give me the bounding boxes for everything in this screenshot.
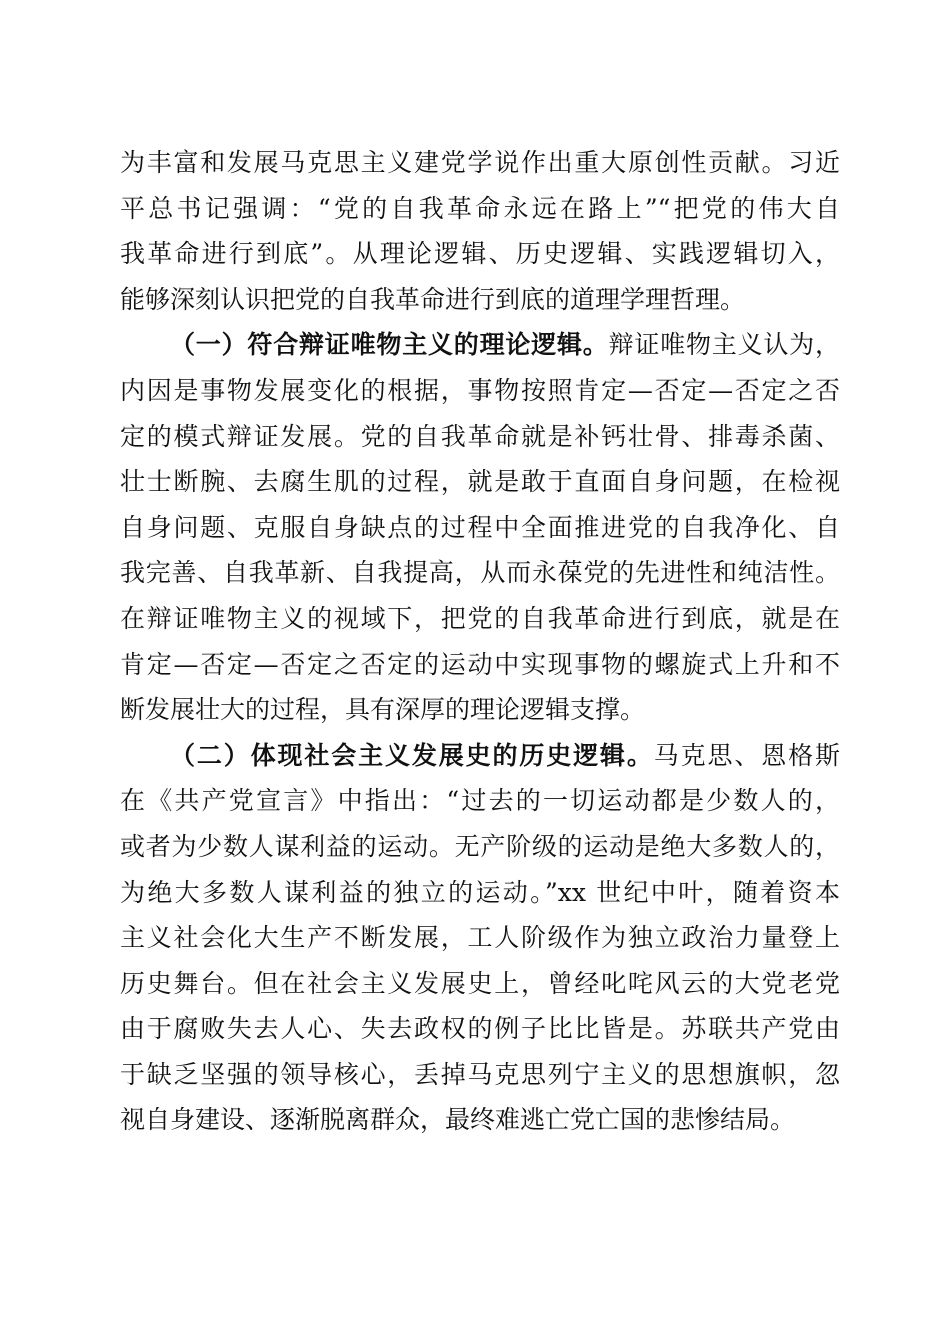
text-line: 内因是事物发展变化的根据，事物按照肯定—否定—否定之否 [120, 375, 840, 405]
text-fragment: 辩证唯物主义认为， [608, 330, 840, 360]
text-line: 在《共产党宣言》中指出：“过去的一切运动都是少数人的， [120, 786, 840, 816]
text-line: 为丰富和发展马克思主义建党学说作出重大原创性贡献。习近 [120, 148, 840, 177]
text-line: 能够深刻认识把党的自我革命进行到底的道理学理哲理。 [120, 284, 746, 314]
text-line: 由于腐败失去人心、失去政权的例子比比皆是。苏联共产党由 [120, 1014, 840, 1044]
text-line: 自身问题、克服自身缺点的过程中全面推进党的自我净化、自 [120, 512, 840, 542]
paragraph-intro [120, 140, 840, 322]
text-line: 为绝大多数人谋利益的独立的运动。”xx 世纪中叶，随着资本 [120, 877, 840, 907]
section-first-line [120, 733, 840, 779]
text-line: 主义社会化大生产不断发展，工人阶级作为独立政治力量登上 [120, 923, 840, 953]
text-line: 视自身建设、逐渐脱离群众，最终难逃亡党亡国的悲惨结局。 [120, 1105, 796, 1135]
text-line: 我完善、自我革新、自我提高，从而永葆党的先进性和纯洁性。 [120, 558, 840, 588]
text-fragment: 马克思、恩格斯 [653, 740, 840, 770]
paragraph-section-2 [120, 733, 840, 1143]
section-first-line [120, 322, 840, 368]
text-line: 在辩证唯物主义的视域下，把党的自我革命进行到底，就是在 [120, 603, 840, 633]
document-body [120, 140, 840, 1143]
text-line: 我革命进行到底”。从理论逻辑、历史逻辑、实践逻辑切入， [120, 239, 840, 269]
paragraph-section-1 [120, 322, 840, 732]
text-line: 肯定—否定—否定之否定的运动中实现事物的螺旋式上升和不 [120, 649, 840, 679]
section-heading-2: （二）体现社会主义发展史的历史逻辑。 [170, 740, 654, 770]
text-line: 历史舞台。但在社会主义发展史上，曾经叱咤风云的大党老党 [120, 968, 840, 998]
text-line: 平总书记强调：“党的自我革命永远在路上”“把党的伟大自 [120, 193, 840, 223]
text-line: 断发展壮大的过程，具有深厚的理论逻辑支撑。 [120, 695, 646, 725]
text-line: 或者为少数人谋利益的运动。无产阶级的运动是绝大多数人的， [120, 831, 840, 861]
text-line: 于缺乏坚强的领导核心，丢掉马克思列宁主义的思想旗帜，忽 [120, 1059, 840, 1089]
text-line: 壮士断腕、去腐生肌的过程，就是敢于直面自身问题，在检视 [120, 467, 840, 497]
text-line: 定的模式辩证发展。党的自我革命就是补钙壮骨、排毒杀菌、 [120, 421, 840, 451]
section-heading-1: （一）符合辩证唯物主义的理论逻辑。 [170, 330, 609, 360]
